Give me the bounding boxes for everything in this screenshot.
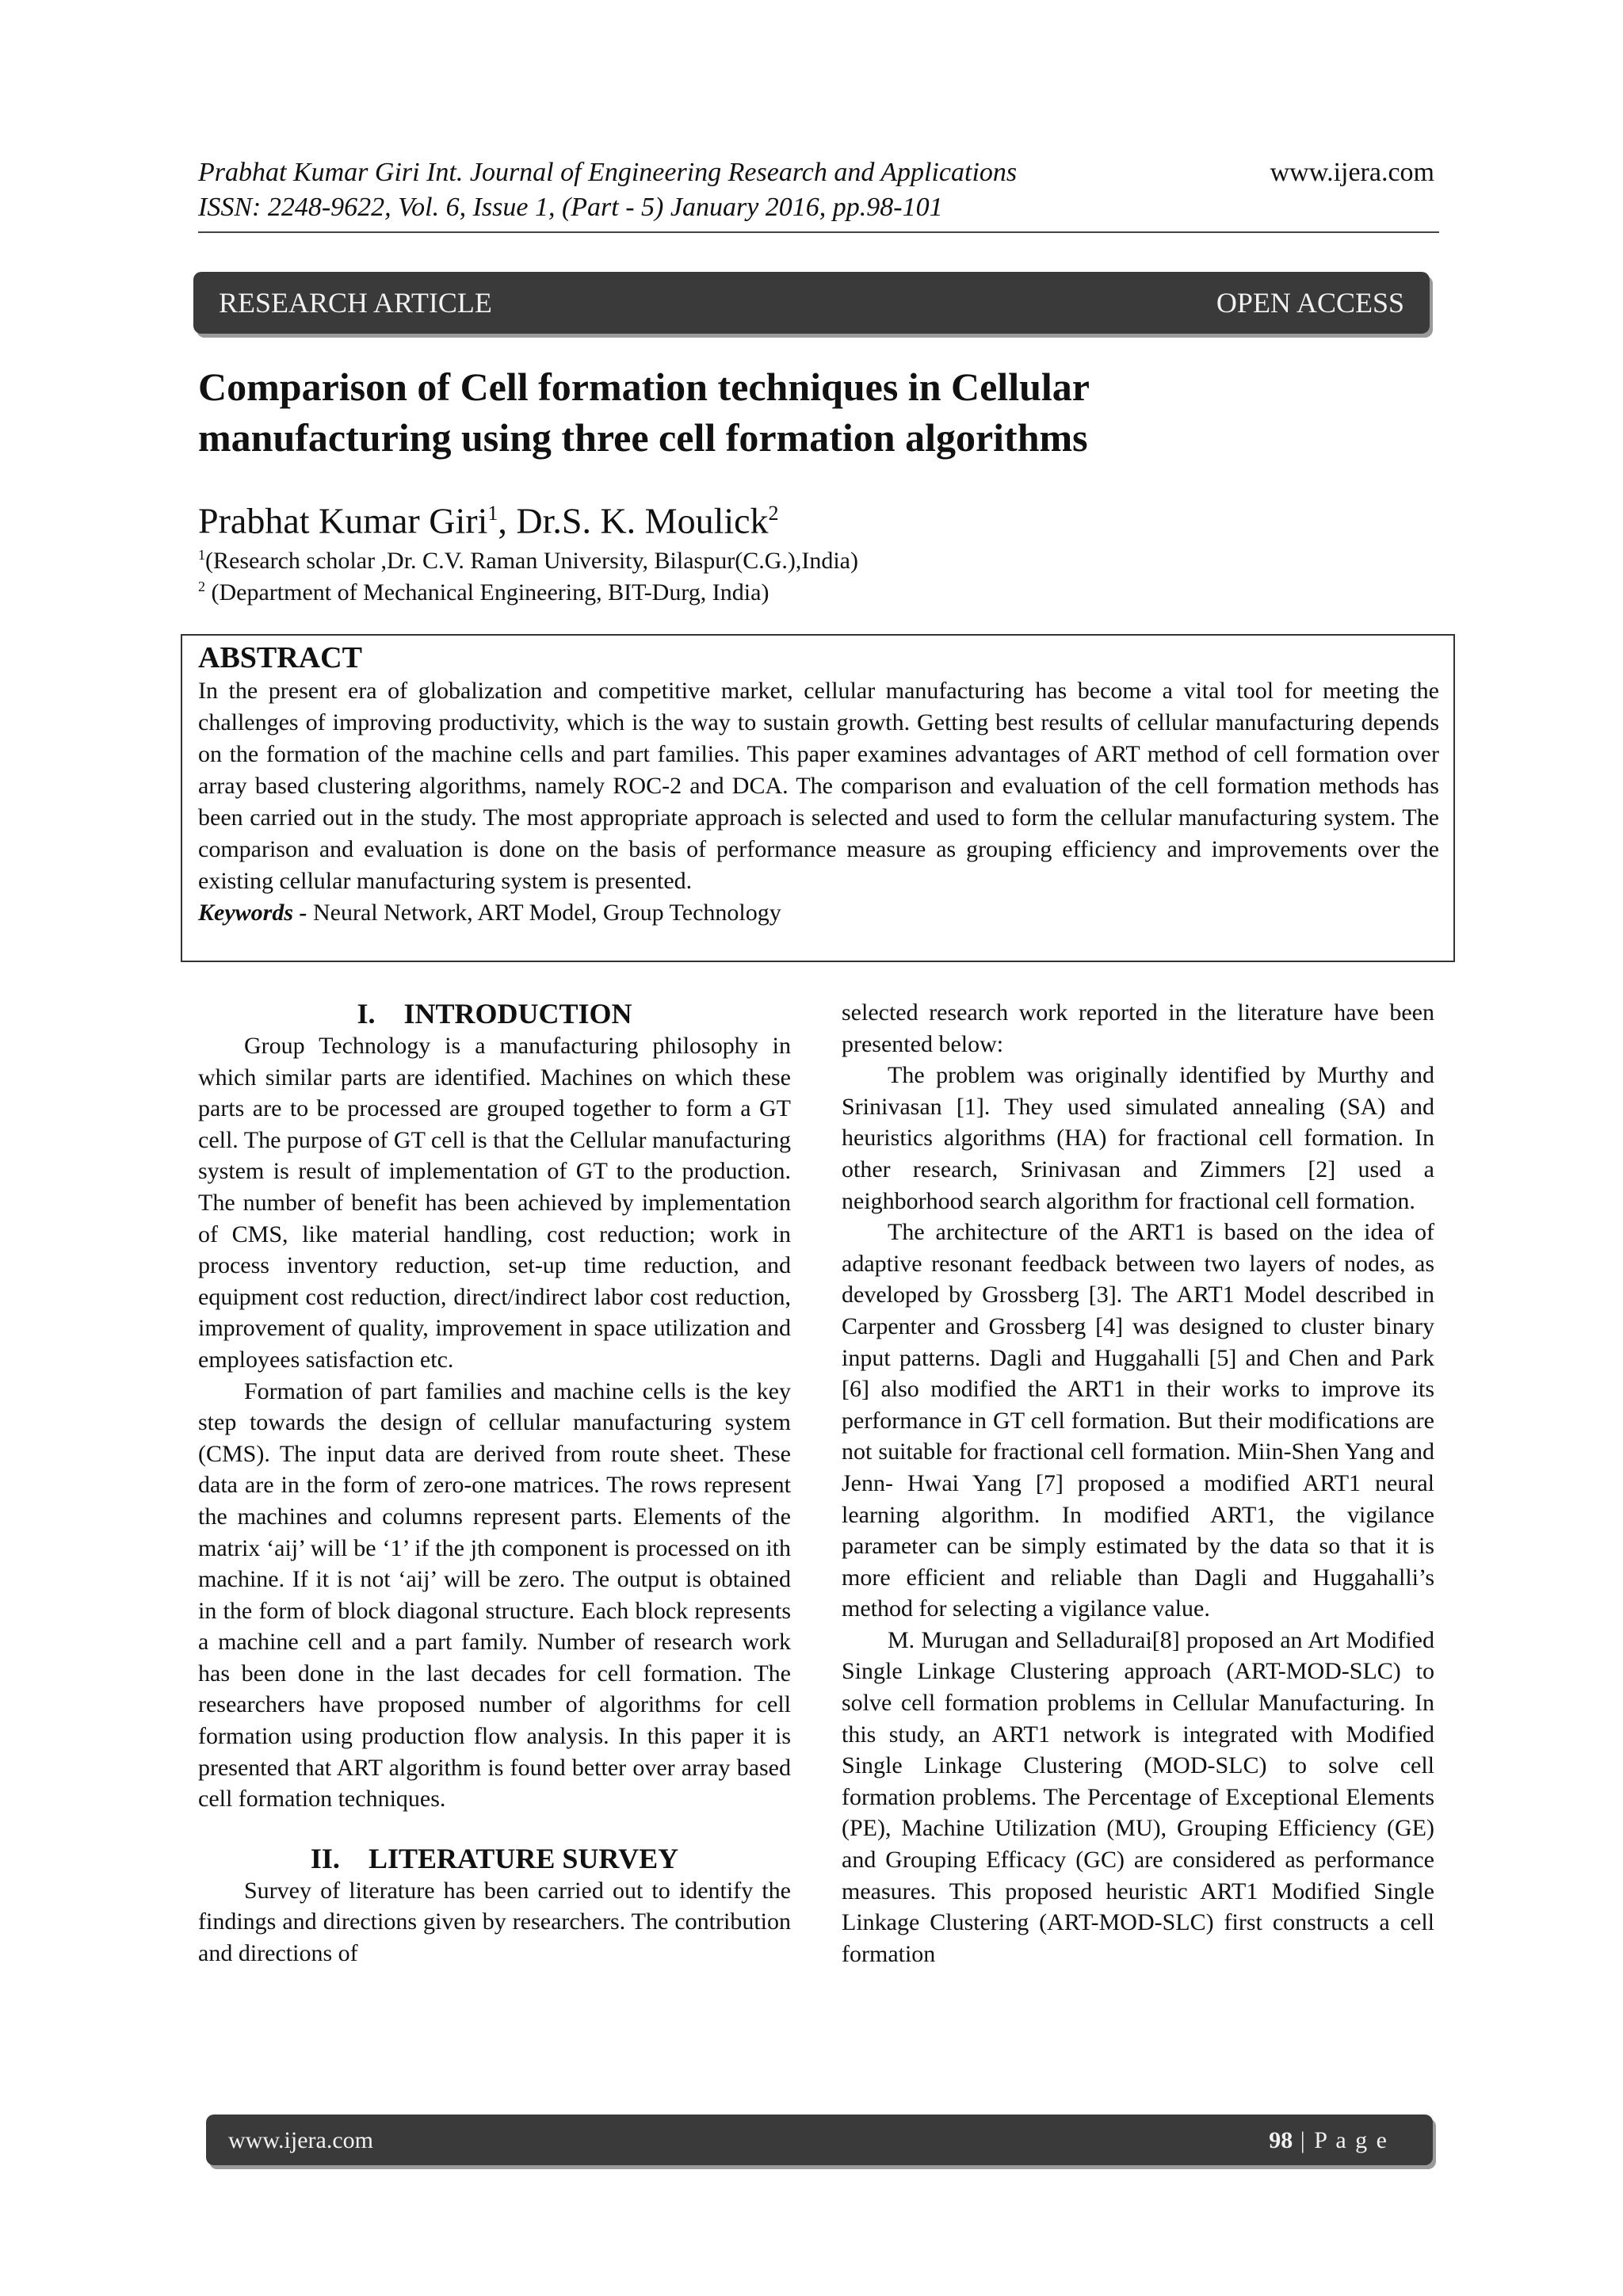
affiliation-1-marker: 1 bbox=[198, 547, 205, 563]
abstract-box bbox=[181, 634, 1455, 962]
paragraph: M. Murugan and Selladurai[8] proposed an Art Modified Single Linkage Clustering approach (ART-MOD-SLC) to solve cell formation problems in Cellular Manufacturing. In this study, an ART1 network is integrated with Modified Single Linkage Clustering (MOD-SLC) to solve cell formation problems. The Percentage of Exceptional Elements (PE), Machine Utilization (MU), Grouping Efficiency (GE) and Grouping Efficacy (GC) are considered as performance measures. This proposed heuristic ART1 Modified Single Linkage Clustering (ART-MOD-SLC) first constructs a cell formation bbox=[842, 1626, 1434, 1967]
author-2-marker: 2 bbox=[768, 502, 779, 525]
section-heading-introduction bbox=[198, 997, 791, 1030]
article-type-label: RESEARCH ARTICLE bbox=[219, 287, 492, 319]
author-separator: , bbox=[498, 500, 517, 541]
issn-line: ISSN: 2248-9622, Vol. 6, Issue 1, (Part - 5) January 2016, pp.98-101 bbox=[198, 193, 943, 222]
abstract-text: In the present era of globalization and competitive market, cellular manufacturing has become a vital tool for meeting the challenges of improving productivity, which is the way to sustain growth. Getting best results of cellular manufacturing depends on the formation of the machine cells and part families. This paper examines advantages of ART method of cell formation over array based clustering algorithms, namely ROC-2 and DCA. The comparison and evaluation of the cell formation methods has been carried out in the study. The most appropriate approach is selected and used to form the cellular manufacturing system. The comparison and evaluation is done on the basis of performance measure as grouping efficiency and improvements over the existing cellular manufacturing system is presented. bbox=[198, 678, 1439, 894]
section-heading-literature-survey bbox=[198, 1842, 791, 1875]
author-1: Prabhat Kumar Giri bbox=[198, 500, 488, 541]
paper-title-line-2: manufacturing using three cell formation algorithms bbox=[198, 415, 1088, 460]
page-number-value: 98 bbox=[1269, 2127, 1293, 2153]
page-number bbox=[1269, 2127, 1388, 2154]
section-number: II. bbox=[310, 1842, 340, 1874]
section-title: INTRODUCTION bbox=[403, 998, 632, 1030]
journal-website[interactable]: www.ijera.com bbox=[1270, 158, 1434, 187]
paragraph: The architecture of the ART1 is based on the idea of adaptive resonant feedback between two layers of nodes, as developed by Grossberg [3]. The ART1 Model described in Carpenter and Grossberg [4] was designed to cluster binary input patterns. Dagli and Huggahalli [5] and Chen and Park [6] also modified the ART1 in their works to improve its performance in GT cell formation. But their modifications are not suitable for fractional cell formation. Miin-Shen Yang and Jenn- Hwai Yang [7] proposed a modified ART1 neural learning algorithm. In modified ART1, the vigilance parameter can be simply estimated by the data so that it is more efficient and reliable than Dagli and Huggahalli’s method for selecting a vigilance value. bbox=[842, 1219, 1434, 1622]
page-label: | P a g e bbox=[1293, 2127, 1388, 2153]
paper-title bbox=[198, 361, 1434, 463]
paper-title-line-1: Comparison of Cell formation techniques in Cellular bbox=[198, 365, 1090, 409]
abstract-heading: ABSTRACT bbox=[198, 641, 362, 674]
affiliation-1-text: (Research scholar ,Dr. C.V. Raman University, Bilaspur(C.G.),India) bbox=[205, 548, 858, 574]
left-column bbox=[198, 997, 791, 1969]
paragraph: The problem was originally identified by Murthy and Srinivasan [1]. They used simulated annealing (SA) and heuristics algorithms (HA) for fractional cell formation. In other research, Srinivasan and Zimmers [2] used a neighborhood search algorithm for fractional cell formation. bbox=[842, 1062, 1434, 1214]
journal-citation: Prabhat Kumar Giri Int. Journal of Engineering Research and Applications bbox=[198, 158, 1018, 187]
section-title: LITERATURE SURVEY bbox=[368, 1842, 679, 1874]
paragraph: selected research work reported in the literature have been presented below: bbox=[842, 999, 1434, 1057]
keywords-label: Keywords - bbox=[198, 900, 307, 926]
author-2: Dr.S. K. Moulick bbox=[516, 500, 769, 541]
running-header bbox=[198, 155, 1434, 225]
page-footer bbox=[206, 2115, 1433, 2165]
paragraph: Survey of literature has been carried out to identify the findings and directions given by researchers. The contribution and directions of bbox=[198, 1877, 791, 1967]
open-access-label: OPEN ACCESS bbox=[1216, 287, 1404, 319]
header-divider bbox=[198, 231, 1439, 233]
footer-website[interactable]: www.ijera.com bbox=[228, 2127, 373, 2153]
keywords-line bbox=[198, 897, 1439, 929]
right-column bbox=[842, 997, 1434, 1969]
affiliation-2-marker: 2 bbox=[198, 579, 205, 594]
article-type-banner bbox=[193, 272, 1430, 334]
author-list bbox=[198, 491, 779, 543]
keywords-list: Neural Network, ART Model, Group Technology bbox=[307, 900, 781, 926]
affiliation-2 bbox=[198, 571, 769, 609]
author-1-marker: 1 bbox=[487, 502, 498, 525]
section-number: I. bbox=[357, 998, 376, 1030]
paragraph: Group Technology is a manufacturing philosophy in which similar parts are identified. Machines on which these parts are to be processed are grouped together to form a GT cell. The purpose of GT cell is that the Cellular manufacturing system is result of implementation of GT to the production. The number of benefit has been achieved by implementation of CMS, like material handling, cost reduction; work in process inventory reduction, set-up time reduction, and equipment cost reduction, direct/indirect labor cost reduction, improvement of quality, improvement in space utilization and employees satisfaction etc. bbox=[198, 1033, 791, 1373]
paragraph: Formation of part families and machine cells is the key step towards the design of cellular manufacturing system (CMS). The input data are derived from route sheet. These data are in the form of zero-one matrices. The rows represent the machines and columns represent parts. Elements of the matrix ‘aij’ will be ‘1’ if the jth component is processed on ith machine. If it is not ‘aij’ will be zero. The output is obtained in the form of block diagonal structure. Each block represents a machine cell and a part family. Number of research work has been done in the last decades for cell formation. The researchers have proposed number of algorithms for cell formation using production flow analysis. In this paper it is presented that ART algorithm is found better over array based cell formation techniques. bbox=[198, 1377, 791, 1813]
section-gap bbox=[198, 1815, 791, 1842]
affiliation-2-text: (Department of Mechanical Engineering, BIT-Durg, India) bbox=[205, 579, 769, 606]
